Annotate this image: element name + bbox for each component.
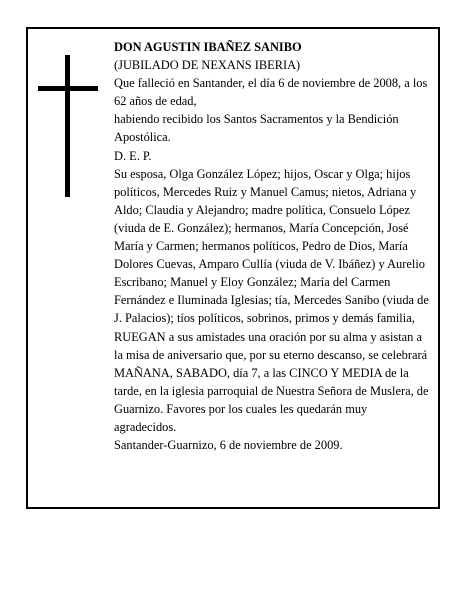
cross-vertical-bar xyxy=(65,55,70,197)
family-list: Su esposa, Olga González López; hijos, Oscar y Olga; hijos políticos, Mercedes Ruiz y Manuel Camus; nietos, Adriana y Aldo; Claudia y Alejandro; madre política, Consuelo López (viuda de E. González); hermanos, María Concepción, José María y Carmen; hermanos políticos, Pedro de Dios, María Dolores Cuevas, Amparo Cullía (viuda de V. Ibáñez) y Aurelio Escribano; Manuel y Eloy González; María del Carmen Fernández e Iluminada Iglesias; tía, Mercedes Sanibo (viuda de J. Palacios); tíos políticos, sobrinos, primos y demás familia, xyxy=(114,166,429,326)
deceased-name: DON AGUSTIN IBAÑEZ SANIBO xyxy=(114,40,302,54)
rip-line: D. E. P. xyxy=(114,148,152,163)
cross-horizontal-bar xyxy=(38,86,98,91)
deceased-subtitle: (JUBILADO DE NEXANS IBERIA) xyxy=(114,58,301,73)
place-date: Santander-Guarnizo, 6 de noviembre de 2009. xyxy=(114,438,343,453)
cross-icon xyxy=(38,55,98,197)
sacraments-statement: habiendo recibido los Santos Sacramentos y la Bendición Apostólica. xyxy=(114,112,399,145)
mass-announcement: RUEGAN a sus amistades una oración por su alma y asistan a la misa de aniversario que, por su eterno descanso, se celebrará MAÑANA, SABADO, día 7, a las CINCO Y MEDIA de la tarde, en la iglesia parroquial de Nuestra Señora de Muslera, de Guarnizo. Favores por los cuales les quedarán muy agradecidos. xyxy=(114,329,429,434)
death-statement: Que falleció en Santander, el día 6 de noviembre de 2008, a los 62 años de edad, xyxy=(114,76,428,109)
notice-text xyxy=(114,38,430,454)
